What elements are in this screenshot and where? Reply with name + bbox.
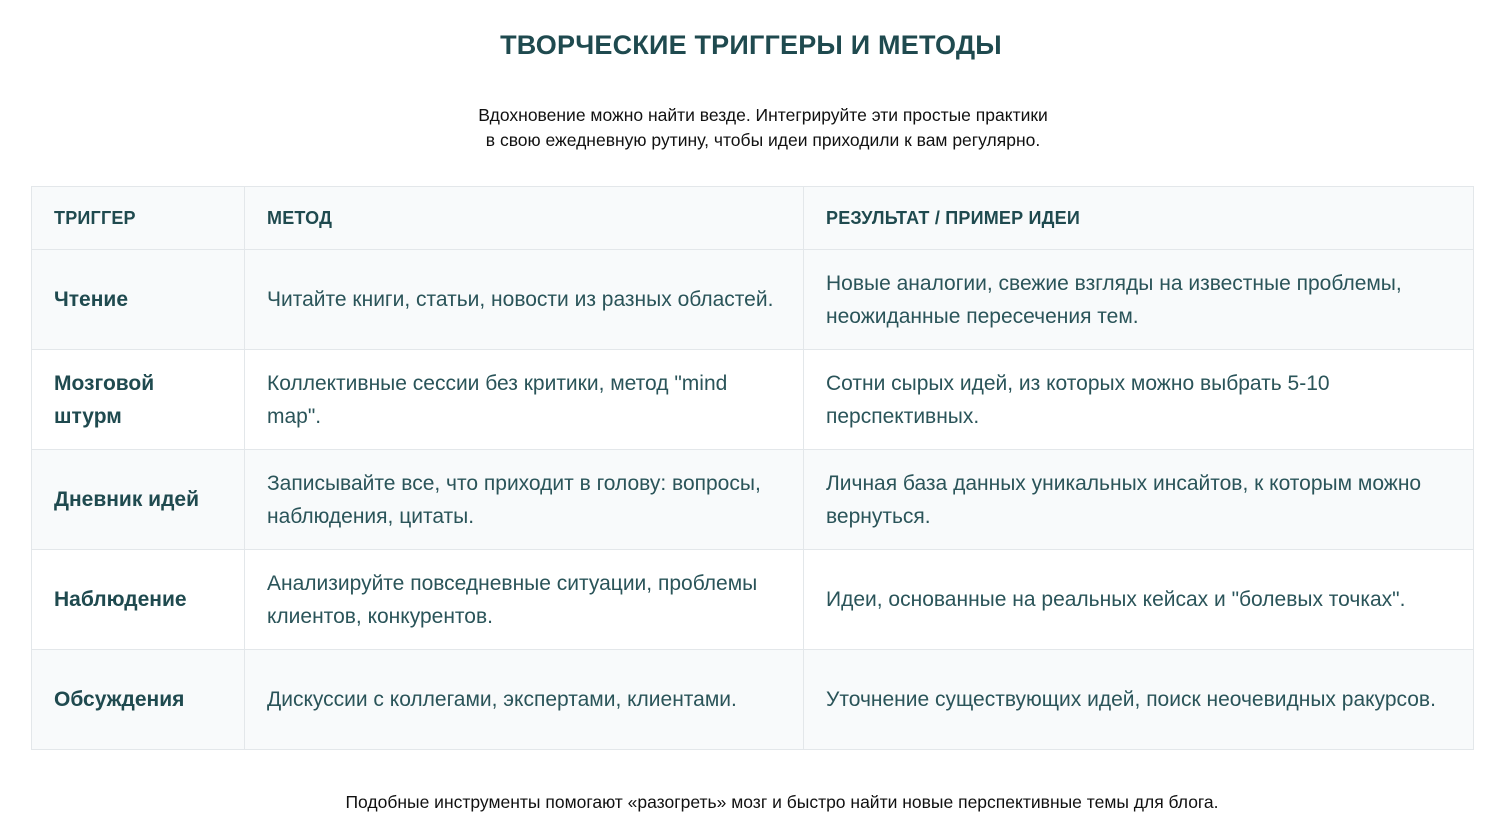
method-cell: Анализируйте повседневные ситуации, проблемы клиентов, конкурентов. bbox=[245, 550, 804, 650]
header-row bbox=[32, 187, 1474, 250]
column-header-result: РЕЗУЛЬТАТ / ПРИМЕР ИДЕИ bbox=[804, 187, 1474, 250]
table-row bbox=[32, 550, 1474, 650]
method-cell: Читайте книги, статьи, новости из разных областей. bbox=[245, 250, 804, 350]
trigger-cell: Мозговой штурм bbox=[32, 350, 245, 450]
table-row bbox=[32, 250, 1474, 350]
result-cell: Личная база данных уникальных инсайтов, к которым можно вернуться. bbox=[804, 450, 1474, 550]
result-cell: Новые аналогии, свежие взгляды на известные проблемы, неожиданные пересечения тем. bbox=[804, 250, 1474, 350]
method-cell: Записывайте все, что приходит в голову: вопросы, наблюдения, цитаты. bbox=[245, 450, 804, 550]
footer-text: Подобные инструменты помогают «разогреть» мозг и быстро найти новые перспективные темы для блога. bbox=[345, 792, 1219, 812]
table-header bbox=[32, 187, 1474, 250]
result-cell: Сотни сырых идей, из которых можно выбрать 5-10 перспективных. bbox=[804, 350, 1474, 450]
page-title: ТВОРЧЕСКИЕ ТРИГГЕРЫ И МЕТОДЫ bbox=[500, 30, 1002, 60]
method-cell: Дискуссии с коллегами, экспертами, клиентами. bbox=[245, 650, 804, 750]
column-header-trigger: ТРИГГЕР bbox=[32, 187, 245, 250]
intro-text bbox=[0, 103, 1502, 153]
table-row bbox=[32, 650, 1474, 750]
result-cell: Уточнение существующих идей, поиск неочевидных ракурсов. bbox=[804, 650, 1474, 750]
trigger-cell: Наблюдение bbox=[32, 550, 245, 650]
table-body bbox=[32, 250, 1474, 750]
trigger-cell: Чтение bbox=[32, 250, 245, 350]
method-cell: Коллективные сессии без критики, метод "mind map". bbox=[245, 350, 804, 450]
result-cell: Идеи, основанные на реальных кейсах и "болевых точках". bbox=[804, 550, 1474, 650]
table-row bbox=[32, 450, 1474, 550]
intro-line-2: в свою ежедневную рутину, чтобы идеи приходили к вам регулярно. bbox=[485, 130, 1041, 150]
table-row bbox=[32, 350, 1474, 450]
triggers-table bbox=[31, 186, 1474, 750]
trigger-cell: Обсуждения bbox=[32, 650, 245, 750]
column-header-method: МЕТОД bbox=[245, 187, 804, 250]
intro-line-1: Вдохновение можно найти везде. Интегрируйте эти простые практики bbox=[478, 105, 1048, 125]
trigger-cell: Дневник идей bbox=[32, 450, 245, 550]
